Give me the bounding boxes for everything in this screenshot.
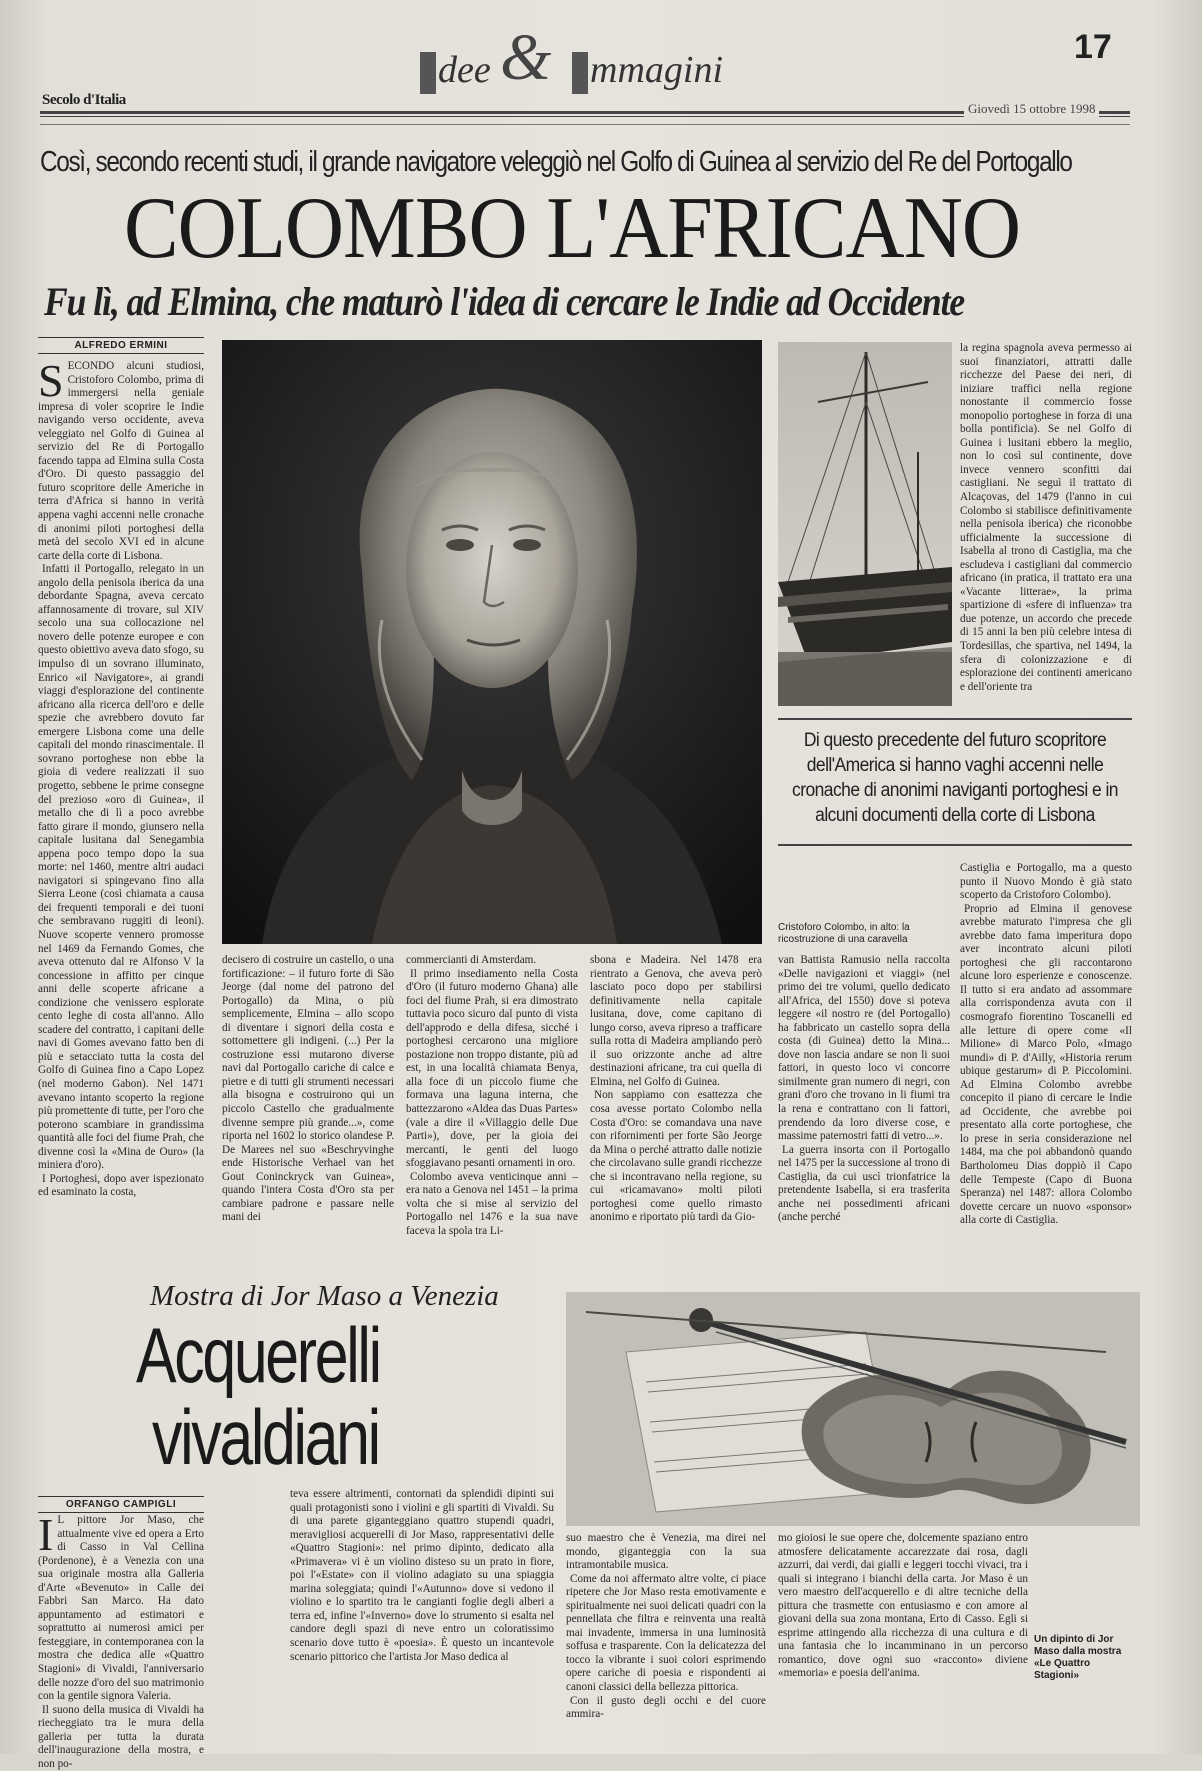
article2-column-3: suo maestro che è Venezia, ma direi nel mondo, giganteggia con la sua intramontabile musica. Come da noi affermato altre volte, ci piace ripetere che Jor Maso resta emotivamente e spiritualmente nei suoi delicati quadri con la pennellata che filtra e reinventa una realtà mai invadente, immersa in una luminosità soffusa e trasparente. Con la delicatezza del tocco la vibrante i suoi colori esprimendo opere cariche di poesia e rispondenti ai canoni classici della bellezza pittorica. Con il gusto degli occhi e del cuore ammira- bbox=[566, 1532, 766, 1721]
article1-column-2: decisero di costruire un castello, o una fortificazione: – il futuro forte di São Jeorge (dal nome del patrono del Portogallo) da Mina, o più semplicemente, Elmina – allo scopo di diventare i signori della costa e sottomettere gli indigeni. (...) Per la costruzione essi mutarono diverse navi dal Portogallo cariche di calce e pietre e di tutti gli strumenti necessari alla bisogna e costruirono qui un piccolo Castello che gradualmente divenne sempre più grande...», come riporta nel 1602 lo storico olandese P. De Marees nel suo «Beschryvinghe ende Historische Verhael van het Gout Coninckryck van Guinea», quando l'intera Costa d'Oro sta per cambiare padrone e passare nelle mani dei bbox=[222, 954, 394, 1224]
article2-kicker: Mostra di Jor Maso a Venezia bbox=[150, 1280, 499, 1312]
caravel-image bbox=[778, 342, 952, 706]
section-title-part1: dee bbox=[438, 49, 491, 91]
header-rule-3 bbox=[40, 124, 1130, 125]
pullquote-rule-bottom bbox=[778, 844, 1132, 846]
section-header bbox=[420, 14, 780, 94]
article2-headline-line1: Acquerelli bbox=[136, 1311, 380, 1399]
article1-headline: COLOMBO L'AFRICANO bbox=[124, 180, 1021, 277]
article1-byline: ALFREDO ERMINI bbox=[38, 337, 204, 354]
article2-column-2: teva essere altrimenti, contornati da splendidi dipinti sui quali protagonisti sono i violini e gli spartiti di Vivaldi. Su di una parete giganteggiano quattro stupendi quadri, meravigliosi acquerelli di Jor Maso, rappresentativi delle «Quattro Stagioni»: nel primo dipinto, dedicato alla «Primavera» vi è un violino disteso su un prato in fiore, poi l'«Estate» con il violino adagiato su una spiaggia marina soleggiata; quindi l'«Autunno» dove si vedono il violino e lo spartito tra le cangianti foglie degli alberi a terra ed, infine l'«Inverno» dove lo strumento si esalta nel candore degli spazi di neve entro un coloratissimo scenario dove tutto è «poesia». È questo un incantevole scenario pittorico che l'artista Jor Maso dedica al bbox=[290, 1488, 554, 1663]
publication-name: Secolo d'Italia bbox=[42, 92, 126, 108]
section-ampersand: & bbox=[500, 21, 552, 94]
article2-headline-line2: vivaldiani bbox=[152, 1393, 379, 1481]
section-bar-m bbox=[572, 52, 588, 94]
article1-column-4: sbona e Madeira. Nel 1478 era rientrato a Genova, che aveva però lasciato poco dopo per stabilirsi definitivamente nella capitale lusitana, dove, come capitano di lungo corso, aveva ripreso a trafficare sulla rotta di Madeira ampliando però il suo orizzonte anche ad altre destinazioni africane, tra cui quella di Elmina, nel Golfo di Guinea. Non sappiamo con esattezza che cosa avesse portato Colombo nella Costa d'Oro: se comandava una nave con rifornimenti per forte São Jeorge da Mina o perché attratto dalle notizie che circolavano sulle grandi ricchezze che si incontravano nella regione, su cui «ricamavano» molti piloti portoghesi come quello rimasto anonimo e riportato più tardi da Gio- bbox=[590, 954, 762, 1224]
article2-byline: ORFANGO CAMPIGLI bbox=[38, 1496, 204, 1513]
columbus-portrait bbox=[222, 340, 762, 944]
section-title-part2: mmagini bbox=[590, 49, 723, 91]
article2-column-4: mo gioiosi le sue opere che, dolcemente spaziano entro atmosfere delicatamente accarezzate dai rosa, dagli azzurri, dai verdi, dai gialli e leggeri tocchi vivaci, tra i quali si integrano i bianchi della carta. Jor Maso è un vero maestro dell'acquerello e di altre tecniche della pittura che trasmette con entusiasmo e con amore al giovani della sua zona montana, Erto di Casso. Egli si esprime attingendo alla ricchezza di una cultura e di una fantasia che lo incamminano in un percorso romantico, dove ogni suo «racconto» diviene «memoria» e poesia dell'anima. bbox=[778, 1532, 1028, 1680]
article1-dropcap: S bbox=[38, 355, 64, 406]
article1-subhead: Fu lì, ad Elmina, che maturò l'idea di cercare le Indie ad Occidente bbox=[44, 279, 965, 324]
article1-column-5: van Battista Ramusio nella raccolta «Delle navigazioni et viaggi» (nel primo dei tre volumi, quello dedicato all'Africa, del 1550) dove si poteva leggere «il nostro re (del Portogallo) ha fabbricato un castello sopra della costa (di Guinea) detto la Mina... dove non lascia andare se non li suoi fattori, in questo loco vi concorre similmente gran numero di negri, con grani d'oro che trovano in li fiumi tra la rena e contrattano con li fattori, prendendo da loro diverse cose, e massime paternostri fatti di vetro...». La guerra insorta con il Portogallo nel 1475 per la successione al trono di Castiglia, da cui uscì trionfatrice la pretendente Isabella, si era trasferita anche nei possedimenti africani (anche perché bbox=[778, 954, 950, 1224]
pullquote-rule-top bbox=[778, 718, 1132, 720]
issue-date: Giovedì 15 ottobre 1998 bbox=[964, 101, 1099, 117]
article1-column-6-bottom: Castiglia e Portogallo, ma a questo punto il Nuovo Mondo è già stato scoperto da Cristoforo Colombo). Proprio ad Elmina il genovese avrebbe maturato l'impresa che gli avrebbe dato fama imperitura dopo aver incontrato alcuni piloti portoghesi che gli raccontarono alcune loro esperienze e conoscenze. Il tutto si era andato ad assommare alla corrispondenza avuta con il cosmografo fiorentino Toscanelli ed alle letture di opere come «Il Milione» di Marco Polo, «Imago mundi» di P. d'Ailly, «Historia rerum ubique gestarum» di P. Piccolomini. Ad Elmina Colombo avrebbe concepito il piano di cercare le Indie ad Occidente, che avrebbe poi presentato alla corte portoghese, che lo prese in seria considerazione nel 1484, ma che poi abbandonò quando Bartholomeu Dias doppiò il Capo delle Tempeste (Capo di Buona Speranza) nel 1487: allora Colombo dovette cercare un nuovo «sponsor» alla corte di Castiglia. bbox=[960, 862, 1132, 1227]
article1-column-6-top: la regina spagnola aveva permesso ai suoi finanziatori, attratti dalle ricchezze del Paese dei neri, di iniziare traffici nella regione nonostante il commercio fosse monopolio portoghese in forza di una bolla pontificia). Se nel Golfo di Guinea i lusitani ebbero la meglio, non lo così sul continente, dove invece vennero sconfitti dai castigliani. Ne seguì il trattato di Alcaçovas, del 1479 (l'anno in cui Colombo si stabilisce definitivamente nella penisola iberica) che riconobbe ufficialmente la successione di Isabella al trono di Castiglia, ma che escludeva i castigliani dal commercio africano (in pratica, il trattato era una «Vacante litterae», la prima spartizione di «sfere di influenza» tra due potenze, un accordo che precede di 15 anni la ben più celebre intesa di Tordesillas, che spartiva, nel 1494, la sfera di colonizzazione e di esplorazione dei continenti americano e dell'oriente tra bbox=[960, 342, 1132, 693]
article2-dropcap: I bbox=[38, 1509, 54, 1560]
article1-pullquote: Di questo precedente del futuro scopritore dell'America si hanno vaghi accenni nelle cronache di anonimi naviganti portoghesi e in alcuni documenti della corte di Lisbona bbox=[792, 730, 1118, 826]
article1-column-1: SECONDO alcuni studiosi, Cristoforo Colombo, prima di immergersi nella geniale impresa di voler scoprire le Indie navigando verso occidente, aveva veleggiato nel Golfo di Guinea al servizio del Re di Portogallo facendo tappa ad Elmina sulla Costa d'Oro. Di questo passaggio del futuro scopritore delle Americhe in terra d'Africa si hanno in verità appena vaghi accenni nelle cronache di anonimi piloti portoghesi della metà del secolo XVI ed in alcune carte della corte di Lisbona. Infatti il Portogallo, relegato in un angolo della penisola iberica da una debordante Spagna, aveva cercato affannosamente di trovare, sul XIV secolo una sua collocazione nel novero delle potenze europee e con questo obiettivo aveva dato sfogo, su impulso di un sovrano illuminato, Enrico «il Navigatore», ai grandi viaggi d'esplorazione del continente africano alla ricerca dell'oro e delle spezie che avrebbero dovuto far emergere Lisbona come una delle capitali del mondo rinascimentale. Il sovrano portoghese non ebbe la gioia di vedere realizzati il suo progetto, sebbene le prime consegne del prezioso «oro di Guinea», il metallo che di lì a poco avrebbe fatto girare il mondo, giunsero nella capitale lusitana dal Senegambia appena poco tempo dopo la sua morte: nel 1460, mentre altri audaci navigatori si spingevano fino alla Sierra Leone (così chiamata a causa dei frequenti temporali e dei tuoni che sembravano ruggiti di leoni). Nuove scoperte vennero promosse nel 1469 da Fernando Gomes, che aveva ottenuto dal re Alfonso V la concessione in affitto per cinque anni delle scoperte africane a condizione che venissero esplorate cento leghe di costa all'anno. Allo scadere del contratto, i capitani delle navi di Gomes avevano fatto ben di più e setacciato tutta la costa del Golfo di Guinea fino a Capo Lopez (nel moderno Gabon). Nel 1471 avevano intanto scoperto la regione più promettente di tutte, per l'oro che poterono scambiare in grandissima quantità alle foci del fiume Prah, che divenne così la «Mina de Ouro» (la miniera d'oro). I Portoghesi, dopo aver ispezionato ed esaminato la costa, bbox=[38, 355, 204, 1199]
section-bar-i bbox=[420, 52, 436, 94]
article2-column-1: I L pittore Jor Maso, che attualmente vive ed opera a Erto di Casso in Val Cellina (Pordenone), è a Venezia con una sua originale mostra alla Galleria d'Arte «Bevenuto» in Calle dei Fabbri San Marco. Ha dato appuntamento ad estimatori e soprattutto ai numerosi amici per festeggiare, in contemporanea con la mostra che dedica alle «Quattro Stagioni» di Vivaldi, l'anniversario delle nozze d'oro del suo matrimonio con la gentile signora Valeria. Il suono della musica di Vivaldi ha riecheggiato tra le mura della galleria per tutta la durata dell'inaugurazione della mostra, e non po- bbox=[38, 1509, 204, 1770]
violin-painting bbox=[566, 1292, 1140, 1526]
portrait-caption: Cristoforo Colombo, in alto: la ricostruzione di una caravella bbox=[778, 922, 910, 945]
painting-caption: Un dipinto di Jor Maso dalla mostra «Le Quattro Stagioni» bbox=[1034, 1634, 1122, 1681]
article1-column-3: commercianti di Amsterdam. Il primo insediamento nella Costa d'Oro (il futuro moderno Ghana) alle foci del fiume Prah, si era dimostrato tuttavia poco sicuro dal punto di vista dell'approdo e della difesa, sicché i portoghesi cercarono una migliore postazione non troppo distante, più ad est, in una località chiamata Benya, alla foce di un piccolo fiume che formava una laguna interna, che battezzarono «Aldea das Duas Partes» (vale a dire il «Villaggio delle Due Parti»), dove, per la gioia dei mercanti, le genti del luogo sfoggiavano pesanti ornamenti in oro. Colombo aveva venticinque anni – era nato a Genova nel 1451 – la prima volta che si mise al servizio del Portogallo nel 1476 e la sua nave faceva la spola tra Li- bbox=[406, 954, 578, 1237]
article1-kicker: Così, secondo recenti studi, il grande navigatore veleggiò nel Golfo di Guinea al servizio del Re del Portogallo bbox=[40, 146, 1072, 178]
page-number: 17 bbox=[1074, 28, 1112, 66]
